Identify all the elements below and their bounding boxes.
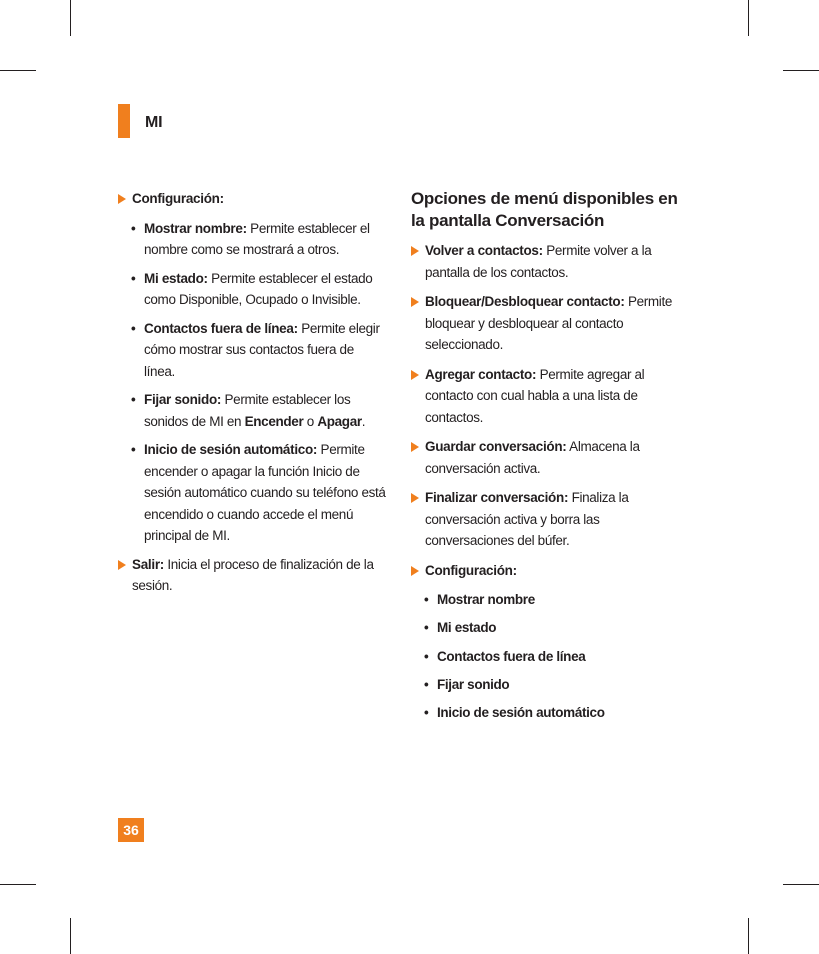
orange-triangle-arrow-icon: [411, 493, 419, 503]
bullet-icon: •: [131, 270, 136, 286]
item-term: Volver a contactos:: [425, 243, 543, 258]
item-text: Permite agregar al contacto con cual habla a una lista de contactos.: [425, 366, 645, 425]
crop-mark: [0, 884, 36, 885]
config-sub-item-label: Inicio de sesión automático: [437, 705, 605, 721]
item-text: Almacena la conversación activa.: [425, 439, 640, 476]
bullet-icon: •: [131, 220, 136, 236]
option-encender: Encender: [244, 413, 304, 429]
orange-triangle-arrow-icon: [411, 246, 419, 256]
config-sub-item: [411, 674, 683, 696]
salir-item: [118, 554, 388, 597]
sub-item-term: Contactos fuera de línea:: [144, 320, 298, 336]
left-column: [118, 188, 388, 605]
bullet-icon: •: [131, 392, 136, 407]
sub-item-text: Permite establecer el nombre como se mostrará a otros.: [144, 220, 370, 257]
section-title: MI: [145, 114, 163, 131]
menu-option-guardar: [411, 436, 683, 479]
config-term: Configuración:: [132, 191, 224, 206]
item-text: Permite bloquear y desbloquear al contacto seleccionado.: [425, 294, 673, 352]
bullet-icon: •: [424, 620, 429, 636]
item-text: Finaliza la conversación activa y borra las conversaciones del búfer.: [425, 490, 629, 548]
conjunction-text: o: [306, 413, 314, 429]
page-number: 36: [118, 818, 144, 842]
item-term: Bloquear/Desbloquear contacto:: [425, 294, 625, 309]
sub-item-term: Mi estado:: [144, 270, 208, 286]
crop-mark: [783, 884, 819, 885]
item-text: Permite volver a la pantalla de los contactos.: [425, 243, 652, 280]
section-marker-bar: [118, 104, 130, 138]
sub-item-contactos-fuera: [118, 318, 388, 383]
item-term: Agregar contacto:: [425, 366, 537, 382]
config-sub-item: [411, 646, 683, 668]
config-item: [118, 188, 388, 210]
orange-triangle-arrow-icon: [118, 560, 126, 570]
config-sub-item: [411, 702, 683, 724]
item-text: Inicia el proceso de finalización de la sesión.: [132, 556, 374, 593]
sub-item-fijar-sonido: [118, 389, 388, 432]
sub-item-text: Permite elegir cómo mostrar sus contactos fuera de línea.: [144, 320, 380, 379]
period-text: .: [361, 413, 366, 429]
item-term: Salir:: [132, 556, 164, 572]
orange-triangle-arrow-icon: [118, 194, 126, 204]
right-column: [411, 188, 683, 730]
sub-item-mostrar-nombre: [118, 218, 388, 261]
orange-triangle-arrow-icon: [411, 370, 419, 380]
menu-option-finalizar: [411, 487, 683, 552]
crop-mark: [748, 918, 749, 954]
config-sub-item: [411, 617, 683, 639]
config-sub-item: [411, 589, 683, 611]
sub-item-inicio-sesion: [118, 439, 388, 547]
bullet-icon: •: [424, 676, 429, 692]
menu-option-configuracion: [411, 560, 683, 582]
sub-item-term: Fijar sonido:: [144, 392, 222, 407]
item-term: Guardar conversación:: [425, 439, 567, 454]
crop-mark: [748, 0, 749, 36]
config-sub-item-label: Fijar sonido: [437, 676, 510, 692]
option-apagar: Apagar: [317, 413, 362, 429]
config-sub-item-label: Contactos fuera de línea: [437, 648, 586, 664]
menu-option-bloquear: [411, 291, 683, 356]
orange-triangle-arrow-icon: [411, 442, 419, 452]
crop-mark: [783, 70, 819, 71]
item-term: Configuración:: [425, 562, 517, 578]
sub-item-text: Permite establecer los sonidos de MI en: [144, 392, 351, 429]
orange-triangle-arrow-icon: [411, 566, 419, 576]
config-sub-item-label: Mi estado: [437, 620, 497, 636]
bullet-icon: •: [424, 705, 429, 721]
sub-item-term: Mostrar nombre:: [144, 220, 247, 236]
subsection-heading: Opciones de menú disponibles en la pantalla Conversación: [411, 189, 678, 230]
crop-mark: [70, 0, 71, 36]
sub-item-text: Permite encender o apagar la función Inicio de sesión automático cuando su teléfono está encendido o cuando accede el menú principal de MI.: [144, 442, 386, 543]
orange-triangle-arrow-icon: [411, 297, 419, 307]
bullet-icon: •: [424, 592, 429, 607]
menu-option-volver: [411, 240, 683, 283]
bullet-icon: •: [131, 320, 136, 336]
item-term: Finalizar conversación:: [425, 490, 569, 505]
menu-option-agregar: [411, 364, 683, 429]
sub-item-mi-estado: [118, 268, 388, 311]
crop-mark: [0, 70, 36, 71]
crop-mark: [70, 918, 71, 954]
sub-item-text: Permite establecer el estado como Disponible, Ocupado o Invisible.: [144, 270, 373, 307]
config-sub-item-label: Mostrar nombre: [437, 592, 535, 607]
bullet-icon: •: [424, 648, 429, 664]
bullet-icon: •: [131, 442, 136, 457]
sub-item-term: Inicio de sesión automático:: [144, 442, 318, 457]
